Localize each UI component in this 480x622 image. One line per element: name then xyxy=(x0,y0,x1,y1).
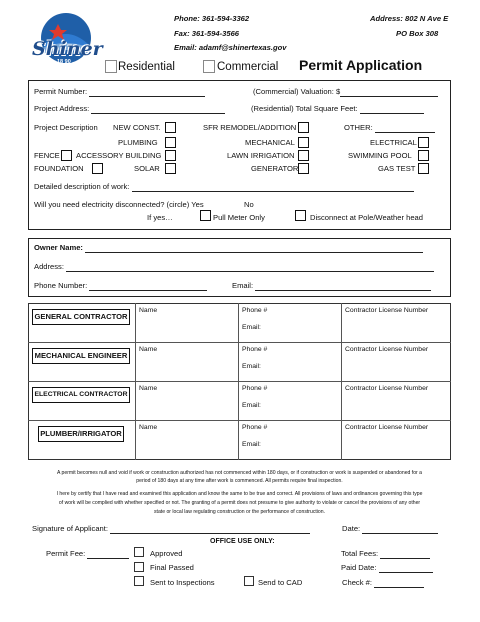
lawn-irrigation-checkbox[interactable] xyxy=(298,150,309,161)
sent-to-inspections-label: Sent to Inspections xyxy=(150,578,215,587)
null-void-line-2: period of 180 days at any time after work is commenced. All permits require final inspection. xyxy=(136,478,343,484)
lawn-irrigation-label: LAWN IRRIGATION xyxy=(227,151,295,160)
email-cell-label: Email: xyxy=(242,363,261,370)
name-cell-label: Name xyxy=(139,346,158,353)
role-plumber-irrigator: PLUMBER/IRRIGATOR xyxy=(38,426,124,442)
approved-label: Approved xyxy=(150,549,183,558)
phone-cell-label: Phone # xyxy=(242,385,268,392)
approved-checkbox[interactable] xyxy=(134,547,144,557)
send-to-cad-checkbox[interactable] xyxy=(244,576,254,586)
final-passed-checkbox[interactable] xyxy=(134,562,144,572)
email-cell-label: Email: xyxy=(242,324,261,331)
generator-checkbox[interactable] xyxy=(298,163,309,174)
no-option[interactable]: No xyxy=(244,200,254,209)
final-passed-label: Final Passed xyxy=(150,563,194,572)
city-fax: Fax: 361-594-3566 xyxy=(174,29,240,38)
gas-test-checkbox[interactable] xyxy=(418,163,429,174)
license-cell-label: Contractor License Number xyxy=(345,385,429,392)
foundation-checkbox[interactable] xyxy=(92,163,103,174)
certify-line-1: I here by certify that I have read and examined this application and know the same to be true and correct. All provisions of laws and ordinances governing this type xyxy=(56,491,423,497)
permit-fee-field[interactable]: Permit Fee: xyxy=(46,549,129,559)
owner-address-field[interactable]: Address: xyxy=(34,262,434,272)
accessory-building-label: ACCESSORY BUILDING xyxy=(76,151,162,160)
foundation-label: FOUNDATION xyxy=(34,164,84,173)
total-fees-field[interactable]: Total Fees: xyxy=(341,549,430,559)
gas-test-label: GAS TEST xyxy=(378,164,416,173)
disconnect-label: Disconnect at Pole/Weather head xyxy=(310,213,423,222)
if-yes-label: If yes… xyxy=(147,213,173,222)
sfr-remodel-label: SFR REMODEL/ADDITION xyxy=(203,123,297,132)
detailed-description-field[interactable]: Detailed description of work: xyxy=(34,182,414,192)
role-mechanical-engineer: MECHANICAL ENGINEER xyxy=(32,348,130,364)
null-void-line-1: A permit becomes null and void if work or construction authorized has not commenced within 180 days, or if construction or work is suspended or abandoned for a xyxy=(57,470,422,476)
mechanical-checkbox[interactable] xyxy=(298,137,309,148)
owner-phone-field[interactable]: Phone Number: xyxy=(34,281,207,291)
new-const-checkbox[interactable] xyxy=(165,122,176,133)
project-address-field[interactable]: Project Address: xyxy=(34,104,225,114)
commercial-checkbox[interactable] xyxy=(203,60,215,73)
email-cell-label: Email: xyxy=(242,402,261,409)
certify-line-3: state or local law regulating construction or the performance of construction. xyxy=(153,509,325,515)
date-field[interactable]: Date: xyxy=(342,524,438,534)
fence-checkbox[interactable] xyxy=(61,150,72,161)
sent-to-inspections-checkbox[interactable] xyxy=(134,576,144,586)
phone-cell-label: Phone # xyxy=(242,346,268,353)
solar-label: SOLAR xyxy=(134,164,160,173)
license-cell-label: Contractor License Number xyxy=(345,424,429,431)
check-number-field[interactable]: Check #: xyxy=(342,578,424,588)
city-po-box: PO Box 308 xyxy=(396,29,439,38)
signature-field[interactable]: Signature of Applicant: xyxy=(32,524,310,534)
disconnect-checkbox[interactable] xyxy=(295,210,306,221)
accessory-building-checkbox[interactable] xyxy=(165,150,176,161)
office-use-heading: OFFICE USE ONLY: xyxy=(210,538,275,545)
electrical-checkbox[interactable] xyxy=(418,137,429,148)
phone-cell-label: Phone # xyxy=(242,424,268,431)
logo-established: 18 90 xyxy=(57,59,71,65)
role-general-contractor: GENERAL CONTRACTOR xyxy=(32,309,130,325)
valuation-field[interactable]: (Commercial) Valuation: $ xyxy=(253,87,438,97)
certify-line-2: of work will be complied with whether specified or not. The granting of a permit does not presume to give authority to violate or cancel the provisions of any other xyxy=(58,500,421,506)
plumbing-label: PLUMBING xyxy=(118,138,158,147)
email-cell-label: Email: xyxy=(242,441,261,448)
owner-name-field[interactable]: Owner Name: xyxy=(34,243,423,253)
name-cell-label: Name xyxy=(139,307,158,314)
square-feet-field[interactable]: (Residential) Total Square Feet: xyxy=(251,104,424,114)
city-address: Address: 802 N Ave E xyxy=(370,14,449,23)
pull-meter-checkbox[interactable] xyxy=(200,210,211,221)
phone-cell-label: Phone # xyxy=(242,307,268,314)
residential-label: Residential xyxy=(118,61,175,73)
project-description-label: Project Description xyxy=(34,123,98,132)
mechanical-label: MECHANICAL xyxy=(245,138,295,147)
generator-label: GENERATOR xyxy=(251,164,299,173)
city-phone: Phone: 361-594-3362 xyxy=(174,14,250,23)
electrical-label: ELECTRICAL xyxy=(370,138,417,147)
send-to-cad-label: Send to CAD xyxy=(258,578,303,587)
other-field[interactable]: OTHER: xyxy=(344,123,435,133)
commercial-label: Commercial xyxy=(217,61,279,73)
role-electrical-contractor: ELECTRICAL CONTRACTOR xyxy=(32,387,130,403)
name-cell-label: Name xyxy=(139,424,158,431)
fence-label: FENCE xyxy=(34,151,60,160)
solar-checkbox[interactable] xyxy=(165,163,176,174)
swimming-pool-checkbox[interactable] xyxy=(418,150,429,161)
paid-date-field[interactable]: Paid Date: xyxy=(341,563,433,573)
electricity-question: Will you need electricity disconnected? (circle) Yes xyxy=(34,200,204,209)
page-title: Permit Application xyxy=(299,57,423,73)
license-cell-label: Contractor License Number xyxy=(345,307,429,314)
sfr-remodel-checkbox[interactable] xyxy=(298,122,309,133)
name-cell-label: Name xyxy=(139,385,158,392)
new-const-label: NEW CONST. xyxy=(113,123,161,132)
pull-meter-label: Pull Meter Only xyxy=(213,213,265,222)
city-logo xyxy=(28,10,104,72)
logo-text: Shiner xyxy=(32,38,103,60)
plumbing-checkbox[interactable] xyxy=(165,137,176,148)
swimming-pool-label: SWIMMING POOL xyxy=(348,151,412,160)
city-email: Email: adamf@shinertexas.gov xyxy=(174,43,287,52)
owner-email-field[interactable]: Email: xyxy=(232,281,431,291)
residential-checkbox[interactable] xyxy=(105,60,117,73)
license-cell-label: Contractor License Number xyxy=(345,346,429,353)
permit-number-field[interactable]: Permit Number: xyxy=(34,87,205,97)
